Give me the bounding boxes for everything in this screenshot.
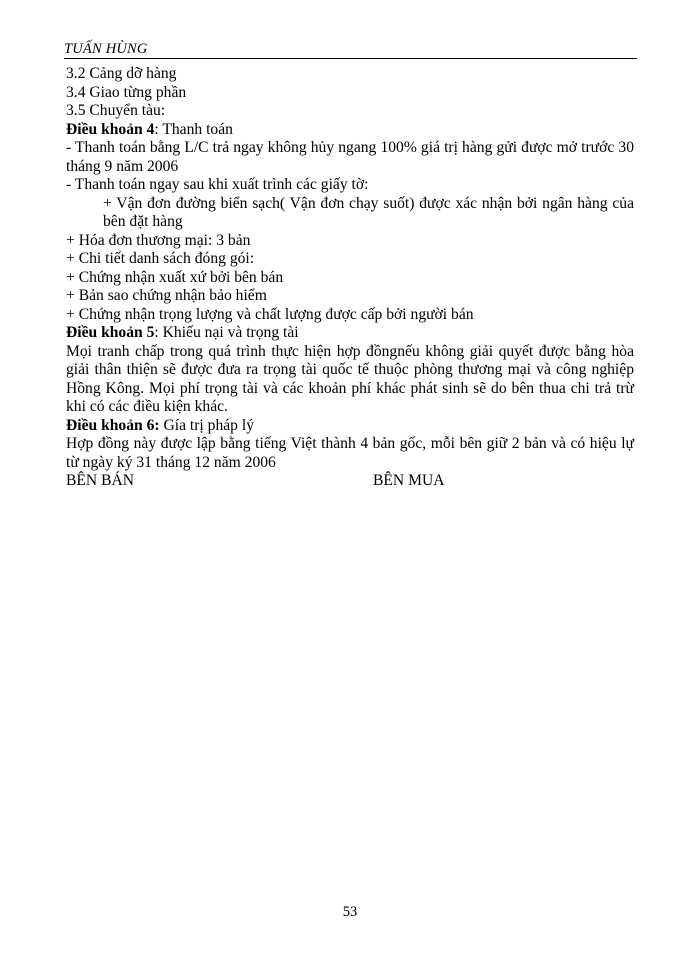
article-5-label: Điều khoản 5 bbox=[66, 324, 155, 341]
article-6-title: Gía trị pháp lý bbox=[159, 416, 255, 434]
clause-3-4: 3.4 Giao từng phần bbox=[66, 83, 187, 101]
article-4-title: : Thanh toán bbox=[154, 120, 233, 138]
article-6-heading bbox=[66, 417, 634, 436]
article-5-title: : Khiếu nại và trọng tài bbox=[154, 324, 299, 341]
article-6-label: Điều khoản 6: bbox=[66, 416, 160, 434]
document-item-certificate-origin: + Chứng nhận xuất xứ bởi bên bán bbox=[66, 268, 284, 286]
bill-of-lading-text: + Vận đơn đường biển sạch( Vận đơn chạy suốt) được xác nhận bởi ngân hàng của bên đặt hàng bbox=[103, 194, 634, 230]
document-body bbox=[66, 65, 634, 491]
page-header bbox=[64, 41, 637, 59]
clause-3-2: 3.2 Cảng dỡ hàng bbox=[66, 65, 177, 82]
article-4-heading bbox=[66, 121, 634, 140]
payment-documents-intro: - Thanh toán ngay sau khi xuất trình các giấy tờ: bbox=[66, 176, 369, 193]
document-item-insurance: + Bản sao chứng nhận bảo hiểm bbox=[66, 287, 267, 304]
payment-lc-paragraph: - Thanh toán bằng L/C trả ngay không hủy ngang 100% giá trị hàng gửi được mở trước 30 tháng 9 năm 2006 bbox=[66, 139, 634, 175]
article-4-label: Điều khoản 4 bbox=[66, 120, 155, 138]
article-5-heading bbox=[66, 324, 634, 343]
signature-row bbox=[66, 472, 634, 491]
buyer-label: BÊN MUA bbox=[373, 472, 445, 489]
clause-3-5: 3.5 Chuyển tàu: bbox=[66, 102, 166, 119]
arbitration-paragraph: Mọi tranh chấp trong quá trình thực hiện hợp đồngnếu không giải quyết được bằng hòa giải thân thiện sẽ được đưa ra trọng tài quốc tế thuộc phòng thương mại và công nghiệp Hồng Kông. Mọi phí trọng tài và các khoản phí khác phát sinh sẽ do bên thua chi trả trừ khi có các điều kiện khác. bbox=[66, 342, 634, 415]
legal-validity-paragraph: Hợp đồng này được lập bằng tiếng Việt thành 4 bản gốc, mỗi bên giữ 2 bản và có hiệu lự từ ngày ký 31 tháng 12 năm 2006 bbox=[66, 435, 634, 471]
document-item-invoice: + Hóa đơn thương mại: 3 bản bbox=[66, 231, 251, 249]
seller-label: BÊN BÁN bbox=[66, 472, 135, 489]
document-item-packing-list: + Chi tiết danh sách đóng gói: bbox=[66, 250, 255, 267]
page-number: 53 bbox=[342, 904, 358, 920]
bill-of-lading-paragraph bbox=[66, 195, 634, 232]
header-title: TUẤN HÙNG bbox=[64, 41, 148, 57]
document-item-weight-quality: + Chứng nhận trọng lượng và chất lượng được cấp bởi người bán bbox=[66, 305, 474, 323]
